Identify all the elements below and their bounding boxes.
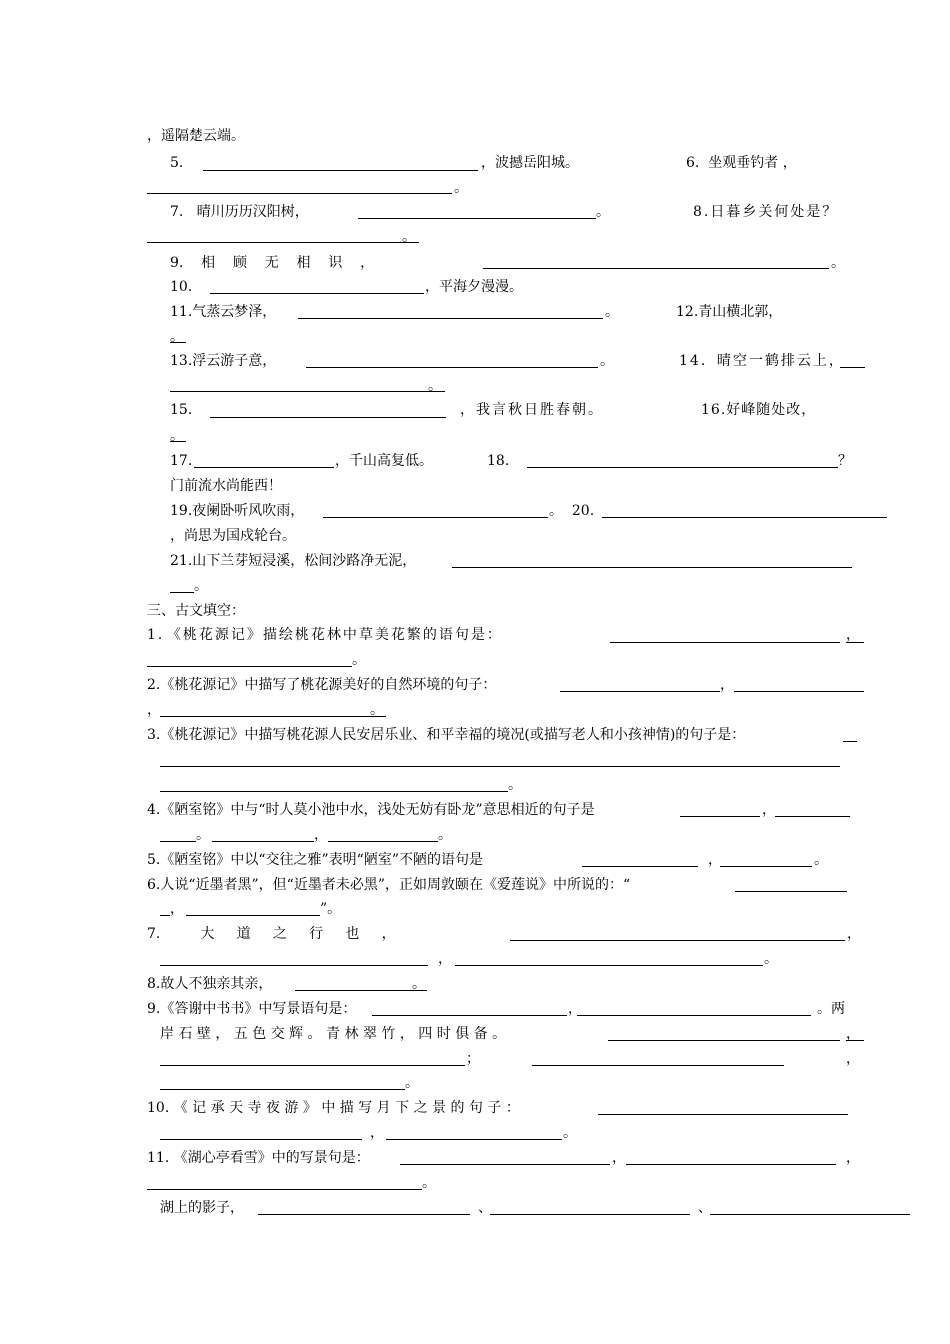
answer-blank[interactable] [306,367,598,368]
punctuation: ， [847,926,861,942]
answer-blank[interactable] [710,1214,910,1215]
poem-line-fragment: 19.夜阑卧听风吹雨， [170,503,305,519]
answer-blank[interactable] [160,841,196,842]
answer-blank[interactable] [298,318,603,319]
question-number: 5. [170,155,184,171]
question-text: 2.《桃花源记》中描写了桃花源美好的自然环境的句子： [147,677,497,693]
punctuation: 。两 [817,1001,845,1017]
punctuation: 。 [170,329,184,345]
punctuation: 、 [698,1200,712,1216]
punctuation: ， [147,702,161,718]
punctuation: 。 [170,428,184,444]
question-text: 8.故人不独亲其亲， [147,976,273,992]
question-text: 5.《陋室铭》中以“交往之雅”表明“陋室”不陋的语句是 [147,852,483,868]
punctuation: 。 [454,180,468,196]
question-number: 10. [170,279,193,295]
poem-line-fragment: ，遥隔楚云端。 [147,128,245,144]
poem-line-fragment: 7. 晴川历历汉阳树， [170,204,309,220]
answer-blank[interactable] [720,866,812,867]
answer-blank[interactable] [626,1164,836,1165]
question-text: 4.《陋室铭》中与“时人莫小池中水，浅处无妨有卧龙”意思相近的句子是 [147,802,595,818]
answer-blank[interactable] [170,592,194,593]
answer-blank[interactable] [452,567,852,568]
answer-blank[interactable] [212,841,314,842]
answer-blank[interactable] [372,1015,567,1016]
answer-blank[interactable] [775,816,850,817]
punctuation: ， [762,802,776,818]
answer-blank[interactable] [400,1164,610,1165]
punctuation: ， [846,627,860,643]
answer-blank[interactable] [160,1065,465,1066]
answer-blank[interactable] [598,1114,848,1115]
punctuation: ？ [838,453,852,469]
answer-blank[interactable] [840,367,865,368]
punctuation: ， [720,677,734,693]
answer-blank[interactable] [147,666,352,667]
poem-line-fragment: ，平海夕漫漫。 [425,279,523,295]
poem-line-fragment: 16.好峰随处改， [701,402,817,418]
answer-blank[interactable] [328,841,438,842]
answer-blank[interactable] [160,965,428,966]
answer-blank[interactable] [147,193,452,194]
punctuation: ， [612,1150,626,1166]
punctuation: 、 [478,1200,492,1216]
answer-blank[interactable] [483,268,829,269]
poem-line-fragment: 8.日暮乡关何处是？ [693,204,839,220]
answer-blank[interactable] [170,391,445,392]
poem-line-fragment: 13.浮云游子意， [170,353,277,369]
answer-blank[interactable] [735,891,847,892]
question-text: 11. 《湖心亭看雪》中的写景句是： [147,1150,370,1166]
punctuation: 。 [814,852,828,868]
poem-line-fragment: 12.青山横北郭， [676,304,783,320]
punctuation: ， [370,1125,384,1141]
question-text: 9.《答谢中书书》中写景语句是： [147,1001,357,1017]
poem-line-fragment: 21.山下兰芽短浸溪，松间沙路净无泥， [170,553,417,569]
answer-blank[interactable] [160,1139,362,1140]
punctuation: 。 [563,1125,577,1141]
answer-blank[interactable] [532,1065,784,1066]
answer-blank[interactable] [194,467,334,468]
answer-blank[interactable] [147,1189,422,1190]
punctuation: 。 [196,827,210,843]
answer-blank[interactable] [610,642,840,643]
question-text: 10. 《 记 承 天 寺 夜 游 》 中 描 写 月 下 之 景 的 句 子 ： [147,1100,520,1116]
answer-blank[interactable] [510,940,845,941]
section-heading: 三、古文填空： [147,603,245,619]
answer-blank[interactable] [602,517,887,518]
answer-blank[interactable] [608,1040,840,1041]
answer-blank[interactable] [577,1015,811,1016]
punctuation: 。 [596,204,610,220]
question-text: 1．《桃花源记》描绘桃花林中草美花繁的语句是： [147,627,503,643]
punctuation: 。 [438,827,452,843]
punctuation: 。 [405,1075,419,1091]
answer-blank[interactable] [210,417,446,418]
poem-line-fragment: ，我言秋日胜春朝。 [460,402,604,418]
question-number: 15. [170,402,193,418]
punctuation: ， [568,1001,582,1017]
poem-line-fragment: 14．晴空一鹤排云上， [679,353,845,369]
punctuation: 。 [194,578,208,594]
punctuation: 。 [600,353,614,369]
question-number: 17. [170,453,193,469]
punctuation: 。 [422,1175,436,1191]
question-text: 岸 石 壁 ， 五 色 交 辉 。 青 林 翠 竹 ， 四 时 俱 备 。 [160,1026,507,1042]
answer-blank[interactable] [843,741,857,742]
answer-blank[interactable] [734,691,864,692]
poem-line-fragment: ，千山高复低。 [335,453,433,469]
poem-line-fragment: 11.气蒸云梦泽， [170,304,277,320]
question-text: 7. 大 道 之 行 也 ， [147,926,396,942]
punctuation: 。 [831,255,845,271]
punctuation: ， [170,901,184,917]
punctuation: ”。 [320,901,342,917]
answer-blank[interactable] [386,1139,562,1140]
punctuation: ， [846,1051,860,1067]
punctuation: ， [314,827,328,843]
answer-blank[interactable] [680,816,760,817]
poem-line-fragment: 9. 相 顾 无 相 识 ， [170,255,375,271]
answer-blank[interactable] [160,915,170,916]
question-number: 18. [487,453,510,469]
punctuation: 。 [412,976,426,992]
question-text: 湖上的影子， [160,1200,244,1216]
answer-blank[interactable] [490,1214,690,1215]
poem-line-fragment: ，尚思为国戍轮台。 [170,528,296,544]
question-text: 6.人说“近墨者黑”，但“近墨者未必黑”，正如周敦颐在《爱莲说》中所说的：“ [147,877,631,893]
answer-blank[interactable] [455,965,763,966]
punctuation: 。 [370,702,384,718]
answer-blank[interactable] [258,1214,470,1215]
answer-blank[interactable] [160,716,386,717]
answer-blank[interactable] [527,467,838,468]
answer-blank[interactable] [358,218,596,219]
answer-blank[interactable] [560,691,720,692]
answer-blank[interactable] [160,1089,405,1090]
punctuation: 。 [605,304,619,320]
answer-blank[interactable] [203,170,478,171]
punctuation: ， [846,1150,860,1166]
punctuation: 。 [352,652,366,668]
answer-blank[interactable] [160,791,508,792]
punctuation: ； [466,1051,480,1067]
question-number: 。 20. [549,503,595,519]
answer-blank[interactable] [295,990,427,991]
punctuation: ， [846,1026,860,1042]
answer-blank[interactable] [186,915,320,916]
punctuation: 。 [402,229,416,245]
punctuation: 。 [764,951,778,967]
answer-blank[interactable] [582,866,698,867]
answer-blank[interactable] [846,1040,864,1041]
question-text: 3.《桃花源记》中描写桃花源人民安居乐业、和平幸福的境况(或描写老人和小孩神情)的句子是： [147,727,746,743]
answer-blank[interactable] [846,642,864,643]
punctuation: ， [708,852,722,868]
punctuation: 。 [428,378,442,394]
poem-line-fragment: 6. 坐观垂钓者 ， [686,155,797,171]
punctuation: ， [438,951,452,967]
punctuation: 。 [508,777,522,793]
answer-blank[interactable] [210,293,424,294]
poem-line-fragment: 门前流水尚能西！ [170,478,282,494]
poem-line-fragment: ，波撼岳阳城。 [481,155,579,171]
answer-blank[interactable] [147,242,419,243]
answer-blank[interactable] [323,517,548,518]
answer-blank[interactable] [160,766,840,767]
